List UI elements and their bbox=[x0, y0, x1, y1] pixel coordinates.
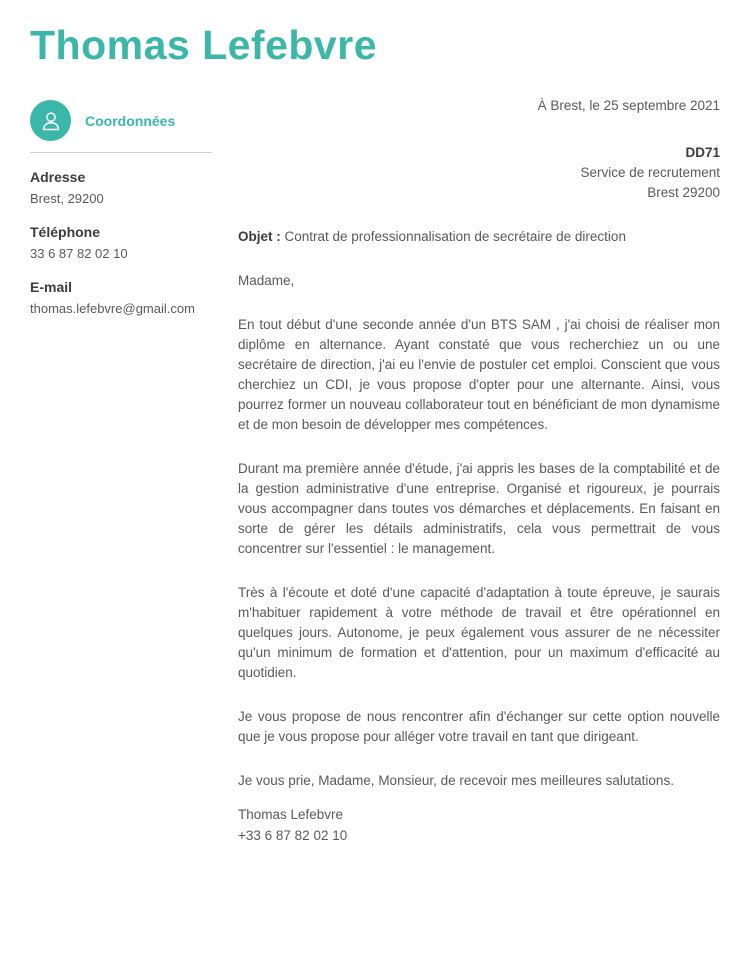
contact-value: 33 6 87 82 02 10 bbox=[30, 246, 128, 261]
contact-sidebar bbox=[30, 100, 212, 318]
recipient-block bbox=[238, 143, 720, 203]
salutation: Madame, bbox=[238, 273, 295, 288]
sidebar-section-title: Coordonnées bbox=[85, 112, 176, 129]
signature-name: Thomas Lefebvre bbox=[238, 807, 344, 822]
contact-item-address bbox=[30, 168, 212, 208]
contact-value: Brest, 29200 bbox=[30, 191, 104, 206]
paragraph-1: En tout début d'une seconde année d'un BTS SAM , j'ai choisi de réaliser mon diplôme en alternance. Ayant constaté que vous recherchiez un ou une secrétaire de direction, j'ai eu l'envie de postuler cet emploi. Conscient que vous cherchiez un CDI, je vous propose d'opter pour une alternante. Ainsi, vous pourrez former un nouveau collaborateur tout en bénéficiant de mon dynamisme et de mon besoin de développer mes compétences. bbox=[238, 317, 720, 432]
page-title: Thomas Lefebvre bbox=[30, 22, 377, 68]
subject-text: Contrat de professionnalisation de secrétaire de direction bbox=[280, 229, 626, 244]
signature-phone: +33 6 87 82 02 10 bbox=[238, 828, 348, 843]
contact-label: E-mail bbox=[30, 279, 73, 295]
recipient-service: Service de recrutement bbox=[580, 165, 720, 180]
letter-date: À Brest, le 25 septembre 2021 bbox=[537, 98, 720, 113]
contact-value: thomas.lefebvre@gmail.com bbox=[30, 301, 195, 316]
signature-block bbox=[238, 804, 720, 846]
subject-line bbox=[238, 227, 720, 247]
contact-label: Téléphone bbox=[30, 224, 101, 240]
recipient-name: DD71 bbox=[685, 145, 720, 160]
contact-label: Adresse bbox=[30, 169, 86, 185]
closing-line: Je vous prie, Madame, Monsieur, de recevoir mes meilleures salutations. bbox=[238, 773, 674, 788]
letter-body bbox=[238, 96, 720, 846]
paragraph-3: Très à l'écoute et doté d'une capacité d'adaptation à toute épreuve, je saurais m'habituer rapidement à votre méthode de travail et être opérationnel en quelques jours. Autonome, je peux également vous assurer de ne nécessiter qu'un minimum de formation et d'attention, pour un maximum d'efficacité au quotidien. bbox=[238, 585, 720, 680]
contact-item-email bbox=[30, 278, 212, 318]
recipient-city: Brest 29200 bbox=[647, 185, 720, 200]
paragraph-2: Durant ma première année d'étude, j'ai appris les bases de la comptabilité et de la gestion administrative d'une entreprise. Organisé et rigoureux, je pourrais vous accompagner dans toutes vos démarches et déplacements. En faisant en sorte de gérer les détails administratifs, cela vous permettrait de vous concentrer sur l'essentiel : le management. bbox=[238, 461, 720, 556]
person-icon bbox=[30, 100, 71, 141]
sidebar-section-header bbox=[30, 100, 212, 141]
contact-item-phone bbox=[30, 223, 212, 263]
subject-label: Objet : bbox=[238, 229, 281, 244]
paragraph-4: Je vous propose de nous rencontrer afin d'échanger sur cette option nouvelle que je vous propose pour alléger votre travail en tant que dirigeant. bbox=[238, 709, 720, 744]
sidebar-divider bbox=[30, 152, 212, 153]
